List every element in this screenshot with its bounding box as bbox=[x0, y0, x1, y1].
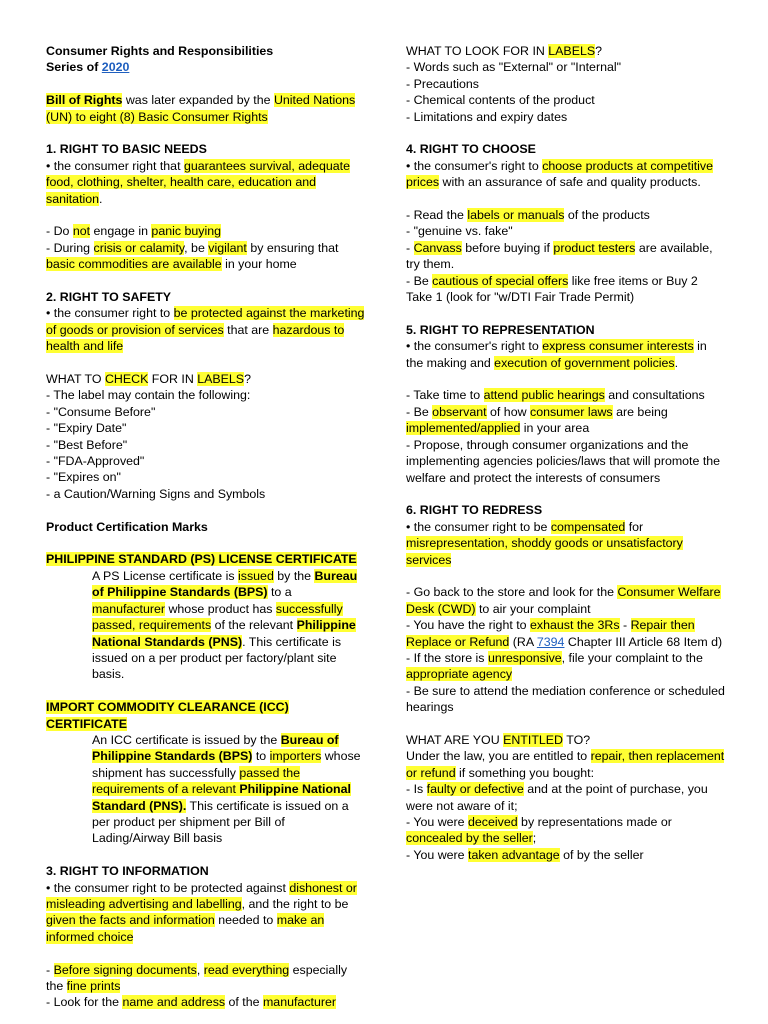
text-run: 5. RIGHT TO REPRESENTATION bbox=[406, 322, 595, 337]
section-heading bbox=[46, 863, 366, 879]
highlighted-text: CHECK bbox=[104, 372, 149, 387]
text-run: . bbox=[99, 191, 103, 206]
highlighted-text: compensated bbox=[550, 519, 626, 534]
text-run: of the relevant bbox=[211, 618, 297, 633]
paragraph-spacer bbox=[46, 502, 366, 518]
highlighted-text: PHILIPPINE STANDARD (PS) LICENSE CERTIFICATE bbox=[46, 552, 357, 567]
text-paragraph bbox=[46, 437, 366, 453]
highlighted-text: given the facts and information bbox=[46, 913, 215, 928]
text-paragraph bbox=[46, 568, 366, 683]
text-paragraph bbox=[46, 994, 366, 1010]
text-paragraph bbox=[46, 305, 366, 354]
text-run: by representations made or bbox=[517, 814, 672, 829]
highlighted-text: labels or manuals bbox=[467, 208, 565, 223]
highlighted-text: product testers bbox=[553, 240, 636, 255]
text-run: by the bbox=[273, 568, 315, 583]
highlighted-text: passed the requirements of a relevant bbox=[92, 765, 300, 797]
highlighted-text: name and address bbox=[122, 995, 226, 1010]
highlighted-text: attend public hearings bbox=[483, 388, 605, 403]
text-run: in your home bbox=[221, 257, 297, 272]
text-run: - Be bbox=[406, 273, 433, 288]
text-run: - If the store is bbox=[406, 650, 488, 665]
link-text[interactable]: 2020 bbox=[101, 60, 130, 75]
highlighted-text: choose products at competitive prices bbox=[406, 158, 713, 190]
text-paragraph bbox=[406, 584, 726, 617]
section-heading bbox=[46, 43, 366, 59]
highlighted-text: misrepresentation, shoddy goods or unsatisfactory services bbox=[406, 536, 683, 567]
text-paragraph bbox=[406, 847, 726, 863]
text-paragraph bbox=[406, 437, 726, 486]
text-run: Chapter III Article 68 Item d) bbox=[564, 634, 723, 649]
text-run: Product Certification Marks bbox=[46, 519, 208, 534]
text-paragraph bbox=[406, 43, 726, 59]
text-paragraph bbox=[406, 109, 726, 125]
text-run: - The label may contain the following: bbox=[46, 388, 251, 403]
text-run: if something you bought: bbox=[455, 765, 595, 780]
text-run: WHAT TO LOOK FOR IN bbox=[406, 44, 549, 58]
highlighted-text: implemented/applied bbox=[406, 421, 521, 436]
highlighted-text: IMPORT COMMODITY CLEARANCE (ICC) CERTIFICATE bbox=[46, 700, 289, 731]
text-run: Series of bbox=[46, 60, 102, 75]
text-run: - During bbox=[46, 240, 94, 255]
text-run: - Look for the bbox=[46, 995, 123, 1010]
section-heading bbox=[406, 502, 726, 518]
text-paragraph bbox=[406, 814, 726, 847]
highlighted-text: hazardous to health and life bbox=[46, 322, 345, 354]
text-run: with an assurance of safe and quality products. bbox=[439, 175, 701, 190]
text-run: ? bbox=[595, 44, 603, 58]
text-run: - Read the bbox=[406, 208, 468, 223]
text-run: - "genuine vs. fake" bbox=[406, 224, 513, 239]
highlighted-text: issued bbox=[238, 568, 274, 583]
text-paragraph bbox=[46, 223, 366, 239]
paragraph-spacer bbox=[406, 125, 726, 141]
highlighted-text: cautious of special offers bbox=[432, 273, 569, 288]
text-run: An ICC certificate is issued by the bbox=[92, 732, 281, 747]
highlighted-text: importers bbox=[269, 749, 322, 764]
highlighted-text: repair, then replacement or refund bbox=[406, 749, 725, 780]
text-run: of the bbox=[225, 995, 263, 1010]
highlighted-text: faulty or defective bbox=[426, 782, 524, 797]
text-run: needed to bbox=[214, 913, 277, 928]
paragraph-spacer bbox=[406, 371, 726, 387]
text-paragraph bbox=[46, 92, 366, 125]
text-paragraph bbox=[46, 880, 366, 946]
highlighted-text: exhaust the 3Rs bbox=[530, 618, 620, 633]
text-paragraph bbox=[406, 519, 726, 568]
text-paragraph bbox=[406, 781, 726, 814]
highlighted-text: manufacturer bbox=[262, 995, 336, 1010]
text-paragraph bbox=[406, 732, 726, 748]
text-run: and at the point of purchase, you were not aware of it; bbox=[406, 782, 708, 813]
paragraph-spacer bbox=[406, 191, 726, 207]
text-run: engage in bbox=[90, 224, 152, 239]
highlighted-text: unresponsive bbox=[487, 650, 562, 665]
text-run: - "Best Before" bbox=[46, 437, 128, 452]
text-run: • the consumer's right to bbox=[406, 339, 543, 354]
text-run: are being bbox=[612, 404, 668, 419]
text-run: especially the bbox=[46, 962, 348, 993]
text-run: to air your complaint bbox=[475, 601, 591, 616]
text-run: by ensuring that bbox=[246, 240, 339, 255]
text-paragraph bbox=[406, 273, 726, 306]
text-run: - Precautions bbox=[406, 76, 480, 91]
highlighted-text: express consumer interests bbox=[542, 339, 694, 354]
text-paragraph bbox=[406, 59, 726, 75]
paragraph-spacer bbox=[46, 535, 366, 551]
highlighted-text: United Nations (UN) to eight (8) Basic Consumer Rights bbox=[46, 93, 356, 124]
text-paragraph bbox=[46, 240, 366, 273]
text-run: 1. RIGHT TO BASIC NEEDS bbox=[46, 142, 207, 157]
text-paragraph bbox=[46, 404, 366, 420]
text-run: ? bbox=[244, 372, 251, 387]
highlighted-text: LABELS bbox=[548, 44, 596, 58]
text-paragraph bbox=[46, 453, 366, 469]
text-run: - Limitations and expiry dates bbox=[406, 109, 568, 124]
text-paragraph bbox=[406, 158, 726, 191]
text-paragraph bbox=[46, 962, 366, 995]
text-run: 4. RIGHT TO CHOOSE bbox=[406, 142, 536, 157]
text-run: - Do bbox=[46, 224, 73, 239]
text-paragraph bbox=[46, 387, 366, 403]
highlighted-text: Bill of Rights bbox=[46, 93, 123, 108]
section-heading bbox=[46, 289, 366, 305]
text-run: - You were bbox=[406, 814, 468, 829]
highlighted-text: make an informed choice bbox=[46, 913, 325, 944]
text-run: - "FDA-Approved" bbox=[46, 454, 145, 469]
paragraph-spacer bbox=[46, 76, 366, 92]
paragraph-spacer bbox=[406, 305, 726, 321]
highlighted-text: Canvass bbox=[413, 240, 462, 255]
text-run: - "Expiry Date" bbox=[46, 421, 127, 436]
highlighted-text: be protected against the marketing of goods or provision of services bbox=[46, 306, 365, 337]
text-run: Under the law, you are entitled to bbox=[406, 749, 591, 764]
text-run: This certificate is issued on a per product per shipment per Bill of Lading/Airway Bill basis bbox=[92, 798, 349, 846]
highlighted-text: fine prints bbox=[66, 979, 121, 993]
highlighted-text: concealed by the seller bbox=[406, 831, 533, 846]
text-run: - Is bbox=[406, 782, 427, 797]
highlighted-text: deceived bbox=[468, 814, 518, 829]
paragraph-spacer bbox=[46, 273, 366, 289]
text-run: of by the seller bbox=[559, 847, 644, 862]
right-column bbox=[406, 43, 726, 863]
text-paragraph bbox=[406, 617, 726, 650]
text-run: - Be bbox=[406, 404, 433, 419]
highlighted-text: Bureau of Philippine Standards (BPS) bbox=[92, 732, 339, 764]
text-run: in the making and bbox=[406, 339, 707, 370]
highlighted-text: Consumer Welfare Desk (CWD) bbox=[406, 585, 721, 616]
text-run: - Be sure to attend the mediation conference or scheduled hearings bbox=[406, 683, 725, 715]
highlighted-text: Philippine National Standard (PNS). bbox=[92, 782, 351, 813]
text-run: • the consumer right to be bbox=[406, 519, 551, 534]
text-run: , and the right to be bbox=[241, 896, 349, 911]
highlighted-text: Philippine National Standards (PNS) bbox=[92, 618, 356, 649]
text-run: • the consumer right to bbox=[46, 306, 174, 321]
text-run: whose product has bbox=[165, 601, 276, 616]
highlighted-text: Before signing documents bbox=[53, 962, 197, 977]
text-run: 6. RIGHT TO REDRESS bbox=[406, 503, 543, 518]
text-paragraph bbox=[46, 732, 366, 847]
section-heading bbox=[46, 59, 366, 75]
highlighted-text: observant bbox=[432, 404, 487, 419]
text-run: ; bbox=[532, 831, 537, 846]
highlighted-text: dishonest or misleading advertising and labelling bbox=[46, 880, 357, 911]
text-run: WHAT TO bbox=[46, 372, 105, 387]
highlighted-text: successfully passed, requirements bbox=[92, 601, 343, 633]
text-paragraph bbox=[406, 223, 726, 239]
text-run: , bbox=[196, 962, 204, 977]
highlighted-text: LABELS bbox=[197, 372, 245, 387]
text-run: whose shipment has successfully bbox=[92, 749, 361, 780]
highlighted-text: read everything bbox=[203, 962, 290, 977]
text-run: Consumer Rights and Responsibilities bbox=[46, 44, 274, 58]
highlighted-text: Bureau of Philippine Standards (BPS) bbox=[92, 568, 358, 600]
section-heading bbox=[46, 141, 366, 157]
text-run: . bbox=[674, 355, 679, 370]
text-run: to bbox=[252, 749, 270, 764]
text-run: - Go back to the store and look for the bbox=[406, 585, 618, 600]
highlighted-text: basic commodities are available bbox=[46, 257, 222, 272]
text-run: 3. RIGHT TO INFORMATION bbox=[46, 864, 209, 879]
text-paragraph bbox=[406, 683, 726, 716]
paragraph-spacer bbox=[46, 125, 366, 141]
text-run: , file your complaint to the bbox=[561, 650, 703, 665]
text-run: - bbox=[619, 618, 631, 633]
text-run: are available, try them. bbox=[406, 240, 713, 272]
text-paragraph bbox=[406, 92, 726, 108]
highlighted-text: consumer laws bbox=[530, 404, 613, 419]
left-column bbox=[46, 43, 366, 1011]
text-paragraph bbox=[406, 240, 726, 273]
paragraph-spacer bbox=[46, 207, 366, 223]
text-paragraph bbox=[406, 404, 726, 437]
text-run: - "Consume Before" bbox=[46, 404, 156, 419]
text-paragraph bbox=[46, 371, 366, 387]
link-text[interactable]: 7394 bbox=[536, 634, 565, 649]
text-run: and consultations bbox=[604, 388, 705, 403]
highlighted-text: crisis or calamity bbox=[93, 240, 185, 255]
paragraph-spacer bbox=[46, 847, 366, 863]
paragraph-spacer bbox=[406, 486, 726, 502]
text-run: was later expanded by the bbox=[122, 93, 274, 108]
text-run: like free items or Buy 2 Take 1 (look for "w/DTI Fair Trade Permit) bbox=[406, 273, 698, 305]
highlighted-text: Repair then Replace or Refund bbox=[406, 618, 695, 649]
text-run: TO? bbox=[563, 732, 591, 747]
paragraph-spacer bbox=[406, 568, 726, 584]
highlighted-text: execution of government policies bbox=[494, 355, 675, 370]
text-run: FOR IN bbox=[148, 372, 198, 387]
text-paragraph bbox=[406, 207, 726, 223]
text-run: WHAT ARE YOU bbox=[406, 732, 504, 747]
text-run: - Words such as "External" or "Internal" bbox=[406, 60, 622, 75]
text-run: - Chemical contents of the product bbox=[406, 93, 595, 108]
highlighted-text: ENTITLED bbox=[503, 732, 563, 747]
highlighted-text: appropriate agency bbox=[406, 667, 513, 682]
section-heading bbox=[406, 322, 726, 338]
paragraph-spacer bbox=[46, 355, 366, 371]
text-paragraph bbox=[46, 469, 366, 485]
text-paragraph bbox=[46, 420, 366, 436]
text-paragraph bbox=[406, 76, 726, 92]
text-paragraph bbox=[46, 158, 366, 207]
section-heading bbox=[46, 551, 366, 567]
text-run: in your area bbox=[520, 421, 590, 436]
section-heading bbox=[406, 141, 726, 157]
text-run: of the products bbox=[564, 208, 650, 223]
text-run: to a bbox=[267, 585, 292, 600]
highlighted-text: panic buying bbox=[151, 224, 221, 239]
text-paragraph bbox=[406, 338, 726, 371]
highlighted-text: guarantees survival, adequate food, clothing, shelter, health care, education and sanitation bbox=[46, 158, 350, 206]
paragraph-spacer bbox=[406, 716, 726, 732]
text-run: , be bbox=[184, 240, 209, 255]
text-run: - Propose, through consumer organizations and the implementing agencies policies/laws that will promote the welfare and protect the interests of consumers bbox=[406, 437, 721, 485]
paragraph-spacer bbox=[46, 945, 366, 961]
highlighted-text: not bbox=[72, 224, 91, 239]
text-run: - "Expires on" bbox=[46, 470, 121, 485]
text-run: - bbox=[406, 240, 414, 255]
section-heading bbox=[46, 699, 366, 732]
text-run: - You have the right to bbox=[406, 618, 530, 633]
text-run: of how bbox=[486, 404, 530, 419]
text-run: • the consumer right that bbox=[46, 158, 184, 173]
text-run: . This certificate is issued on a per product per factory/plant site basis. bbox=[92, 634, 342, 682]
text-run: - bbox=[46, 962, 54, 977]
highlighted-text: manufacturer bbox=[92, 601, 166, 616]
text-paragraph bbox=[406, 387, 726, 403]
text-run: that are bbox=[223, 322, 273, 337]
highlighted-text: vigilant bbox=[208, 240, 247, 255]
text-run: (RA bbox=[509, 634, 537, 649]
text-paragraph bbox=[406, 748, 726, 781]
text-run: A PS License certificate is bbox=[92, 568, 239, 583]
text-run: 2. RIGHT TO SAFETY bbox=[46, 290, 172, 305]
text-run: - Take time to bbox=[406, 388, 484, 403]
text-run: • the consumer right to be protected against bbox=[46, 880, 290, 895]
text-run: - a Caution/Warning Signs and Symbols bbox=[46, 486, 266, 501]
section-heading bbox=[46, 519, 366, 535]
text-run: for bbox=[625, 519, 644, 534]
text-run: before buying if bbox=[461, 240, 554, 255]
paragraph-spacer bbox=[46, 683, 366, 699]
text-paragraph bbox=[406, 650, 726, 683]
text-paragraph bbox=[46, 486, 366, 502]
text-run: - You were bbox=[406, 847, 468, 862]
text-run: • the consumer's right to bbox=[406, 158, 543, 173]
highlighted-text: taken advantage bbox=[468, 847, 560, 862]
